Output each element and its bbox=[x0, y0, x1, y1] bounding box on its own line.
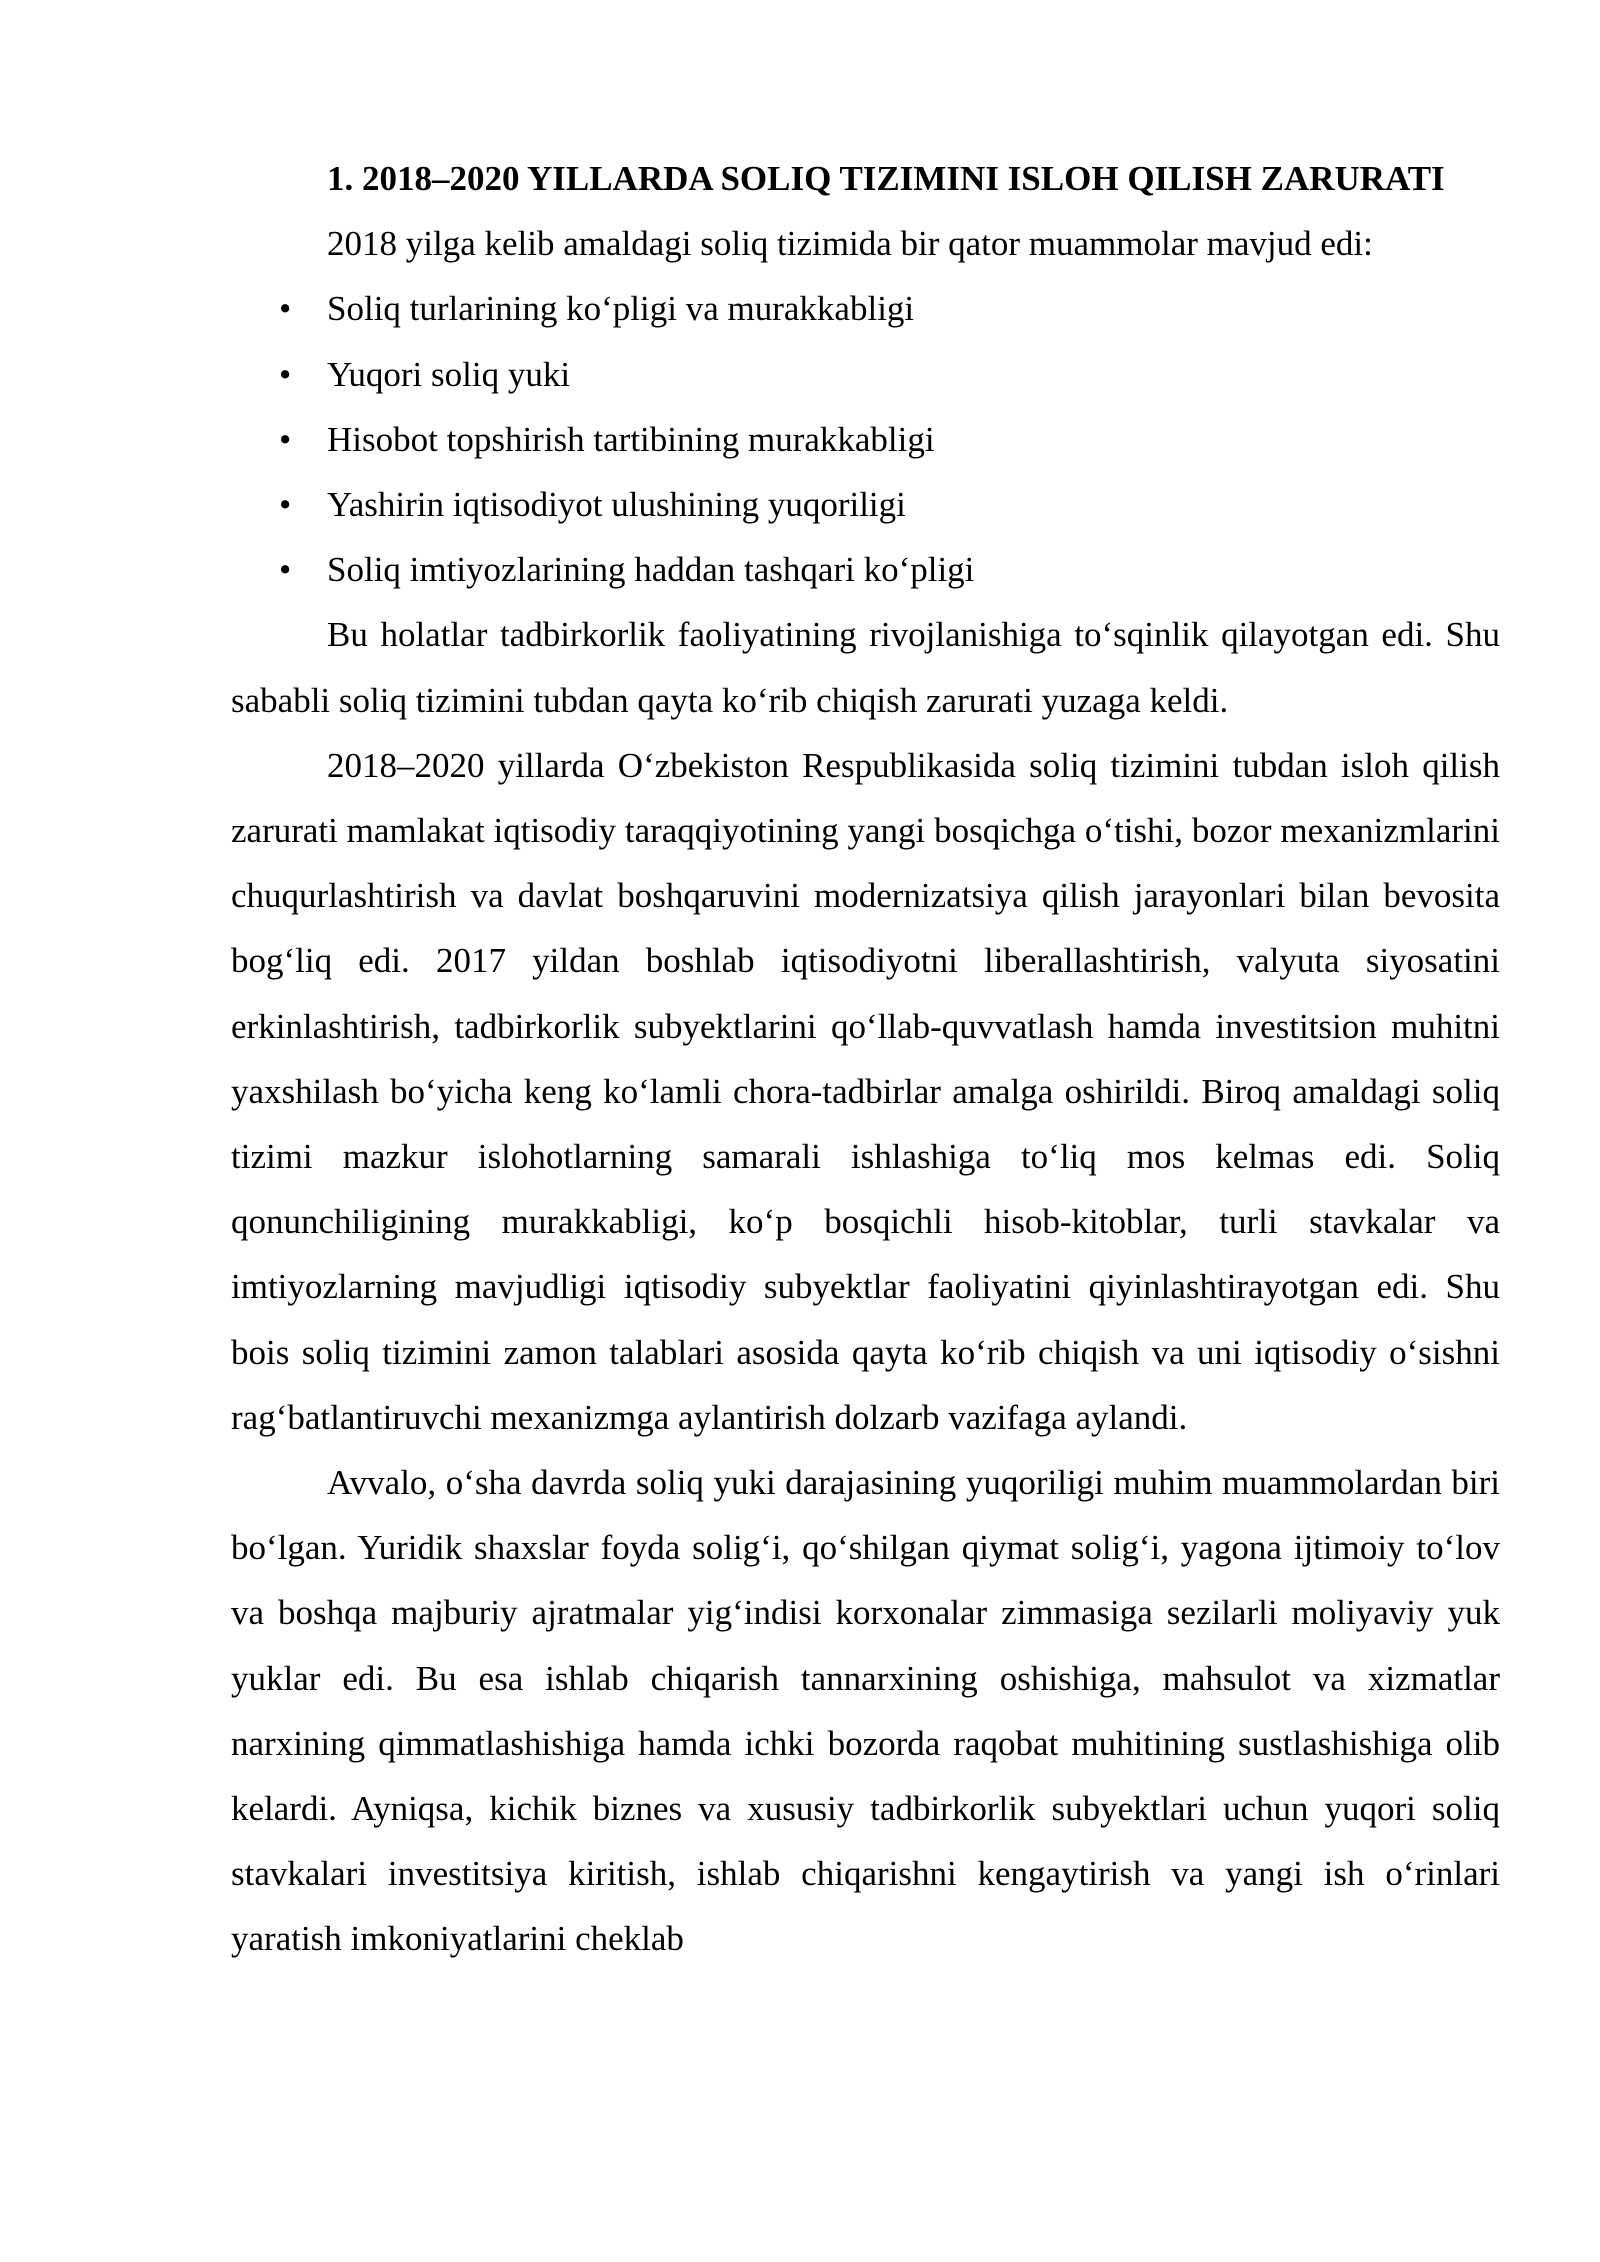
bullet-icon: • bbox=[279, 485, 292, 525]
body-paragraph: 2018–2020 yillarda O‘zbekiston Respublikasida soliq tizimini tubdan isloh qilish zarurati mamlakat iqtisodiy taraqqiyotining yangi bosqichga o‘tishi, bozor mexanizmlarini chuqurlashtirish va davlat boshqaruvini modernizatsiya qilish jarayonlari bilan bevosita bog‘liq edi. 2017 yildan boshlab iqtisodiyotni liberallashtirish, valyuta siyosatini erkinlashtirish, tadbirkorlik subyektlarini qo‘llab-quvvatlash hamda investitsion muhitni yaxshilash bo‘yicha keng ko‘lamli chora-tadbirlar amalga oshirildi. Biroq amaldagi soliq tizimi mazkur islohotlarning samarali ishlashiga to‘liq mos kelmas edi. Soliq qonunchiligining murakkabligi, ko‘p bosqichli hisob-kitoblar, turli stavkalar va imtiyozlarning mavjudligi iqtisodiy subyektlar faoliyatini qiyinlashtirayotgan edi. Shu bois soliq tizimini zamon talablari asosida qayta ko‘rib chiqish va uni iqtisodiy o‘sishni rag‘batlantiruvchi mexanizmga aylantirish dolzarb vazifaga aylandi. bbox=[231, 745, 1500, 1437]
list-item-text: Soliq imtiyozlarining haddan tashqari ko‘pligi bbox=[327, 550, 975, 590]
list-item-text: Yashirin iqtisodiyot ulushining yuqoriligi bbox=[327, 485, 906, 525]
list-item-text: Soliq turlarining ko‘pligi va murakkabligi bbox=[327, 289, 915, 329]
bullet-icon: • bbox=[279, 419, 292, 459]
section-heading: 1. 2018–2020 YILLARDA SOLIQ TIZIMINI ISLOH QILISH ZARURATI bbox=[327, 159, 1445, 198]
list-item-text: Yuqori soliq yuki bbox=[327, 354, 571, 394]
list-item bbox=[231, 537, 1500, 602]
list-item bbox=[231, 276, 1500, 341]
list-item bbox=[231, 407, 1500, 472]
bullet-icon: • bbox=[279, 550, 292, 590]
list-item-text: Hisobot topshirish tartibining murakkabligi bbox=[327, 419, 935, 459]
body-paragraph: Bu holatlar tadbirkorlik faoliyatining rivojlanishiga to‘sqinlik qilayotgan edi. Shu sababli soliq tizimini tubdan qayta ko‘rib chiqish zarurati yuzaga keldi. bbox=[231, 615, 1500, 720]
list-item bbox=[231, 342, 1500, 407]
body-paragraph: Avvalo, o‘sha davrda soliq yuki darajasining yuqoriligi muhim muammolardan biri bo‘lgan. Yuridik shaxslar foyda solig‘i, qo‘shilgan qiymat solig‘i, yagona ijtimoiy to‘lov va boshqa majburiy ajratmalar yig‘indisi korxonalar zimmasiga sezilarli moliyaviy yuk yuklar edi. Bu esa ishlab chiqarish tannarxining oshishiga, mahsulot va xizmatlar narxining qimmatlashishiga hamda ichki bozorda raqobat muhitining sustlashishiga olib kelardi. Ayniqsa, kichik biznes va xususiy tadbirkorlik subyektlari uchun yuqori soliq stavkalari investitsiya kiritish, ishlab chiqarishni kengaytirish va yangi ish o‘rinlari yaratish imkoniyatlarini cheklab bbox=[231, 1463, 1500, 1959]
list-item bbox=[231, 472, 1500, 537]
intro-paragraph: 2018 yilga kelib amaldagi soliq tizimida bir qator muammolar mavjud edi: bbox=[327, 224, 1373, 264]
bullet-icon: • bbox=[279, 354, 292, 394]
document-page bbox=[231, 146, 1500, 1972]
problem-list bbox=[231, 276, 1500, 602]
bullet-icon: • bbox=[279, 289, 292, 329]
